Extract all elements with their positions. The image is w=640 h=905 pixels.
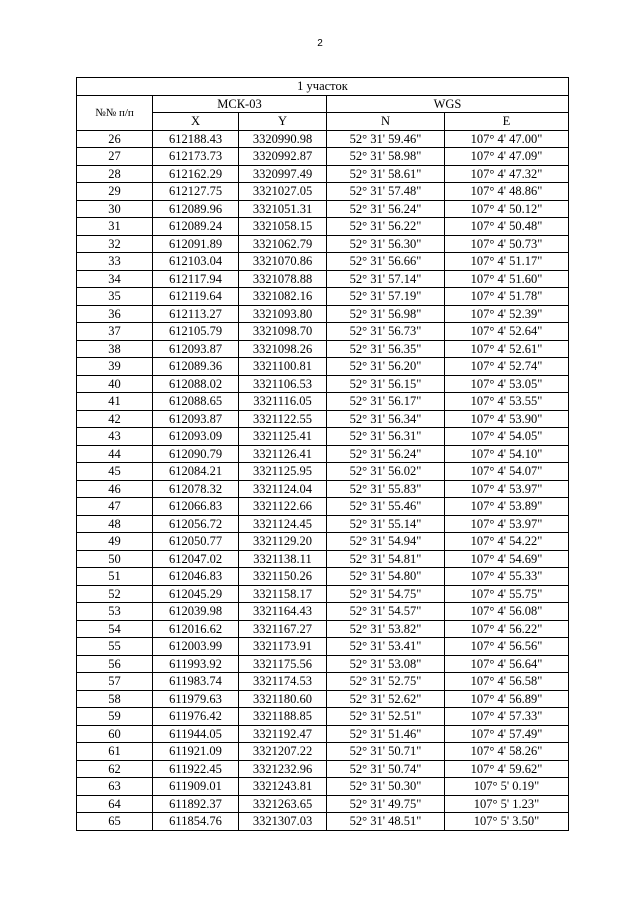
table-row: [77, 743, 569, 761]
msk-group-header: МСК-03: [153, 95, 327, 113]
e-cell: 107° 4' 52.74": [445, 358, 569, 376]
table-row: [77, 323, 569, 341]
y-cell: 3321174.53: [239, 673, 327, 691]
y-cell: 3321164.43: [239, 603, 327, 621]
point-number-cell: 27: [77, 148, 153, 166]
e-cell: 107° 4' 52.61": [445, 340, 569, 358]
n-cell: 52° 31' 56.73": [327, 323, 445, 341]
table-row: [77, 340, 569, 358]
x-cell: 612088.65: [153, 393, 239, 411]
y-cell: 3321126.41: [239, 445, 327, 463]
n-cell: 52° 31' 52.62": [327, 690, 445, 708]
page-number: 2: [317, 38, 323, 49]
x-cell: 611979.63: [153, 690, 239, 708]
x-cell: 612093.87: [153, 340, 239, 358]
e-cell: 107° 4' 56.58": [445, 673, 569, 691]
e-cell: 107° 4' 52.64": [445, 323, 569, 341]
n-cell: 52° 31' 51.46": [327, 725, 445, 743]
y-cell: 3321124.45: [239, 515, 327, 533]
x-cell: 612103.04: [153, 253, 239, 271]
x-column-header: X: [153, 113, 239, 131]
y-cell: 3321078.88: [239, 270, 327, 288]
y-cell: 3320997.49: [239, 165, 327, 183]
e-cell: 107° 4' 51.17": [445, 253, 569, 271]
y-cell: 3321062.79: [239, 235, 327, 253]
point-number-cell: 64: [77, 795, 153, 813]
y-cell: 3321100.81: [239, 358, 327, 376]
e-cell: 107° 4' 53.90": [445, 410, 569, 428]
e-cell: 107° 4' 47.00": [445, 130, 569, 148]
point-number-cell: 50: [77, 550, 153, 568]
x-cell: 612045.29: [153, 585, 239, 603]
table-row: [77, 165, 569, 183]
n-cell: 52° 31' 54.80": [327, 568, 445, 586]
x-cell: 612089.24: [153, 218, 239, 236]
point-number-cell: 30: [77, 200, 153, 218]
e-cell: 107° 4' 57.33": [445, 708, 569, 726]
table-row: [77, 638, 569, 656]
n-cell: 52° 31' 54.57": [327, 603, 445, 621]
y-cell: 3321129.20: [239, 533, 327, 551]
point-number-cell: 60: [77, 725, 153, 743]
y-cell: 3321167.27: [239, 620, 327, 638]
table-row: [77, 498, 569, 516]
e-cell: 107° 4' 54.22": [445, 533, 569, 551]
y-cell: 3321150.26: [239, 568, 327, 586]
x-cell: 611922.45: [153, 760, 239, 778]
e-cell: 107° 4' 56.22": [445, 620, 569, 638]
table-row: [77, 183, 569, 201]
point-number-cell: 61: [77, 743, 153, 761]
y-cell: 3321124.04: [239, 480, 327, 498]
y-cell: 3321173.91: [239, 638, 327, 656]
x-cell: 612113.27: [153, 305, 239, 323]
x-cell: 612084.21: [153, 463, 239, 481]
n-cell: 52° 31' 52.75": [327, 673, 445, 691]
y-cell: 3321243.81: [239, 778, 327, 796]
y-cell: 3321098.26: [239, 340, 327, 358]
point-number-cell: 32: [77, 235, 153, 253]
e-cell: 107° 5' 3.50": [445, 813, 569, 831]
x-cell: 612119.64: [153, 288, 239, 306]
x-cell: 612090.79: [153, 445, 239, 463]
n-cell: 52° 31' 58.61": [327, 165, 445, 183]
point-number-cell: 31: [77, 218, 153, 236]
y-cell: 3321192.47: [239, 725, 327, 743]
point-number-cell: 45: [77, 463, 153, 481]
wgs-group-header: WGS: [327, 95, 569, 113]
e-cell: 107° 4' 51.78": [445, 288, 569, 306]
e-cell: 107° 4' 54.69": [445, 550, 569, 568]
point-number-cell: 41: [77, 393, 153, 411]
table-row: [77, 393, 569, 411]
y-cell: 3321307.03: [239, 813, 327, 831]
e-cell: 107° 4' 50.12": [445, 200, 569, 218]
point-number-cell: 63: [77, 778, 153, 796]
e-cell: 107° 4' 56.89": [445, 690, 569, 708]
point-number-cell: 40: [77, 375, 153, 393]
x-cell: 611993.92: [153, 655, 239, 673]
point-number-cell: 62: [77, 760, 153, 778]
x-cell: 612089.36: [153, 358, 239, 376]
x-cell: 611976.42: [153, 708, 239, 726]
e-cell: 107° 4' 52.39": [445, 305, 569, 323]
point-number-cell: 57: [77, 673, 153, 691]
x-cell: 612039.98: [153, 603, 239, 621]
y-cell: 3321207.22: [239, 743, 327, 761]
y-cell: 3321051.31: [239, 200, 327, 218]
n-cell: 52° 31' 54.94": [327, 533, 445, 551]
point-number-cell: 51: [77, 568, 153, 586]
n-cell: 52° 31' 56.15": [327, 375, 445, 393]
table-row: [77, 428, 569, 446]
y-cell: 3321058.15: [239, 218, 327, 236]
e-cell: 107° 4' 53.89": [445, 498, 569, 516]
n-cell: 52° 31' 56.22": [327, 218, 445, 236]
y-cell: 3321098.70: [239, 323, 327, 341]
table-row: [77, 200, 569, 218]
e-cell: 107° 4' 56.08": [445, 603, 569, 621]
x-cell: 612066.83: [153, 498, 239, 516]
x-cell: 612089.96: [153, 200, 239, 218]
table-row: [77, 410, 569, 428]
n-cell: 52° 31' 53.08": [327, 655, 445, 673]
table-row: [77, 253, 569, 271]
x-cell: 612188.43: [153, 130, 239, 148]
point-number-cell: 56: [77, 655, 153, 673]
x-cell: 612105.79: [153, 323, 239, 341]
e-cell: 107° 4' 50.73": [445, 235, 569, 253]
table-row: [77, 795, 569, 813]
point-number-cell: 58: [77, 690, 153, 708]
point-number-cell: 26: [77, 130, 153, 148]
n-cell: 52° 31' 59.46": [327, 130, 445, 148]
y-cell: 3321125.41: [239, 428, 327, 446]
n-cell: 52° 31' 50.71": [327, 743, 445, 761]
point-number-cell: 33: [77, 253, 153, 271]
table-body: [77, 130, 569, 830]
x-cell: 612091.89: [153, 235, 239, 253]
table-row: [77, 778, 569, 796]
point-number-cell: 65: [77, 813, 153, 831]
e-cell: 107° 4' 51.60": [445, 270, 569, 288]
e-cell: 107° 4' 47.32": [445, 165, 569, 183]
table-row: [77, 550, 569, 568]
y-cell: 3321188.85: [239, 708, 327, 726]
n-cell: 52° 31' 50.74": [327, 760, 445, 778]
point-number-cell: 39: [77, 358, 153, 376]
x-cell: 612093.87: [153, 410, 239, 428]
e-cell: 107° 4' 53.05": [445, 375, 569, 393]
x-cell: 611892.37: [153, 795, 239, 813]
e-cell: 107° 4' 54.10": [445, 445, 569, 463]
y-cell: 3321122.66: [239, 498, 327, 516]
y-cell: 3321175.56: [239, 655, 327, 673]
e-cell: 107° 4' 56.56": [445, 638, 569, 656]
y-cell: 3321116.05: [239, 393, 327, 411]
n-cell: 52° 31' 57.19": [327, 288, 445, 306]
n-cell: 52° 31' 55.83": [327, 480, 445, 498]
n-column-header: N: [327, 113, 445, 131]
e-cell: 107° 4' 48.86": [445, 183, 569, 201]
table-row: [77, 515, 569, 533]
n-cell: 52° 31' 50.30": [327, 778, 445, 796]
e-cell: 107° 4' 54.05": [445, 428, 569, 446]
table-row: [77, 568, 569, 586]
y-cell: 3321122.55: [239, 410, 327, 428]
table-row: [77, 725, 569, 743]
point-number-cell: 42: [77, 410, 153, 428]
point-number-cell: 34: [77, 270, 153, 288]
n-cell: 52° 31' 56.24": [327, 200, 445, 218]
table-row: [77, 130, 569, 148]
n-cell: 52° 31' 56.34": [327, 410, 445, 428]
point-number-cell: 37: [77, 323, 153, 341]
x-cell: 612173.73: [153, 148, 239, 166]
point-number-cell: 49: [77, 533, 153, 551]
table-row: [77, 288, 569, 306]
coordinates-table: [76, 77, 569, 831]
point-number-cell: 47: [77, 498, 153, 516]
n-cell: 52° 31' 54.81": [327, 550, 445, 568]
point-number-cell: 43: [77, 428, 153, 446]
y-cell: 3321027.05: [239, 183, 327, 201]
point-number-cell: 48: [77, 515, 153, 533]
y-cell: 3320992.87: [239, 148, 327, 166]
section-title: 1 участок: [77, 78, 569, 96]
n-cell: 52° 31' 57.48": [327, 183, 445, 201]
table-row: [77, 655, 569, 673]
table-row: [77, 620, 569, 638]
e-cell: 107° 4' 47.09": [445, 148, 569, 166]
table-row: [77, 480, 569, 498]
table-row: [77, 375, 569, 393]
y-cell: 3321070.86: [239, 253, 327, 271]
y-cell: 3321180.60: [239, 690, 327, 708]
table-row: [77, 673, 569, 691]
point-number-cell: 52: [77, 585, 153, 603]
n-cell: 52° 31' 57.14": [327, 270, 445, 288]
table-row: [77, 358, 569, 376]
n-cell: 52° 31' 56.35": [327, 340, 445, 358]
x-cell: 612078.32: [153, 480, 239, 498]
point-number-cell: 46: [77, 480, 153, 498]
table-row: [77, 708, 569, 726]
table-row: [77, 533, 569, 551]
table-row: [77, 813, 569, 831]
table-row: [77, 585, 569, 603]
n-cell: 52° 31' 56.31": [327, 428, 445, 446]
x-cell: 611983.74: [153, 673, 239, 691]
y-cell: 3320990.98: [239, 130, 327, 148]
e-column-header: E: [445, 113, 569, 131]
n-cell: 52° 31' 54.75": [327, 585, 445, 603]
x-cell: 612046.83: [153, 568, 239, 586]
x-cell: 612016.62: [153, 620, 239, 638]
e-cell: 107° 4' 55.75": [445, 585, 569, 603]
n-cell: 52° 31' 53.82": [327, 620, 445, 638]
point-number-cell: 36: [77, 305, 153, 323]
table-row: [77, 603, 569, 621]
x-cell: 611921.09: [153, 743, 239, 761]
point-number-cell: 53: [77, 603, 153, 621]
n-cell: 52° 31' 56.24": [327, 445, 445, 463]
point-number-cell: 55: [77, 638, 153, 656]
e-cell: 107° 4' 56.64": [445, 655, 569, 673]
table-row: [77, 445, 569, 463]
e-cell: 107° 4' 55.33": [445, 568, 569, 586]
n-cell: 52° 31' 56.02": [327, 463, 445, 481]
y-cell: 3321232.96: [239, 760, 327, 778]
n-cell: 52° 31' 56.30": [327, 235, 445, 253]
n-cell: 52° 31' 58.98": [327, 148, 445, 166]
table-row: [77, 760, 569, 778]
y-cell: 3321158.17: [239, 585, 327, 603]
table-row: [77, 270, 569, 288]
n-cell: 52° 31' 56.17": [327, 393, 445, 411]
table-row: [77, 463, 569, 481]
x-cell: 612003.99: [153, 638, 239, 656]
x-cell: 612127.75: [153, 183, 239, 201]
y-cell: 3321106.53: [239, 375, 327, 393]
x-cell: 612088.02: [153, 375, 239, 393]
e-cell: 107° 5' 1.23": [445, 795, 569, 813]
x-cell: 612056.72: [153, 515, 239, 533]
point-number-cell: 59: [77, 708, 153, 726]
point-number-header: №№ п/п: [77, 95, 153, 130]
y-cell: 3321263.65: [239, 795, 327, 813]
table-row: [77, 235, 569, 253]
x-cell: 612047.02: [153, 550, 239, 568]
e-cell: 107° 5' 0.19": [445, 778, 569, 796]
n-cell: 52° 31' 56.98": [327, 305, 445, 323]
table-header: [77, 78, 569, 131]
point-number-cell: 38: [77, 340, 153, 358]
point-number-cell: 54: [77, 620, 153, 638]
e-cell: 107° 4' 57.49": [445, 725, 569, 743]
y-cell: 3321093.80: [239, 305, 327, 323]
table-row: [77, 690, 569, 708]
y-cell: 3321125.95: [239, 463, 327, 481]
x-cell: 611944.05: [153, 725, 239, 743]
e-cell: 107° 4' 58.26": [445, 743, 569, 761]
n-cell: 52° 31' 55.14": [327, 515, 445, 533]
e-cell: 107° 4' 50.48": [445, 218, 569, 236]
n-cell: 52° 31' 49.75": [327, 795, 445, 813]
point-number-cell: 28: [77, 165, 153, 183]
y-cell: 3321082.16: [239, 288, 327, 306]
x-cell: 611854.76: [153, 813, 239, 831]
n-cell: 52° 31' 56.20": [327, 358, 445, 376]
table-row: [77, 218, 569, 236]
point-number-cell: 44: [77, 445, 153, 463]
e-cell: 107° 4' 54.07": [445, 463, 569, 481]
e-cell: 107° 4' 53.97": [445, 480, 569, 498]
table-row: [77, 148, 569, 166]
n-cell: 52° 31' 48.51": [327, 813, 445, 831]
point-number-cell: 29: [77, 183, 153, 201]
e-cell: 107° 4' 53.97": [445, 515, 569, 533]
n-cell: 52° 31' 53.41": [327, 638, 445, 656]
table-row: [77, 305, 569, 323]
point-number-cell: 35: [77, 288, 153, 306]
n-cell: 52° 31' 56.66": [327, 253, 445, 271]
e-cell: 107° 4' 59.62": [445, 760, 569, 778]
x-cell: 611909.01: [153, 778, 239, 796]
y-column-header: Y: [239, 113, 327, 131]
x-cell: 612117.94: [153, 270, 239, 288]
n-cell: 52° 31' 52.51": [327, 708, 445, 726]
y-cell: 3321138.11: [239, 550, 327, 568]
x-cell: 612093.09: [153, 428, 239, 446]
e-cell: 107° 4' 53.55": [445, 393, 569, 411]
x-cell: 612050.77: [153, 533, 239, 551]
n-cell: 52° 31' 55.46": [327, 498, 445, 516]
x-cell: 612162.29: [153, 165, 239, 183]
